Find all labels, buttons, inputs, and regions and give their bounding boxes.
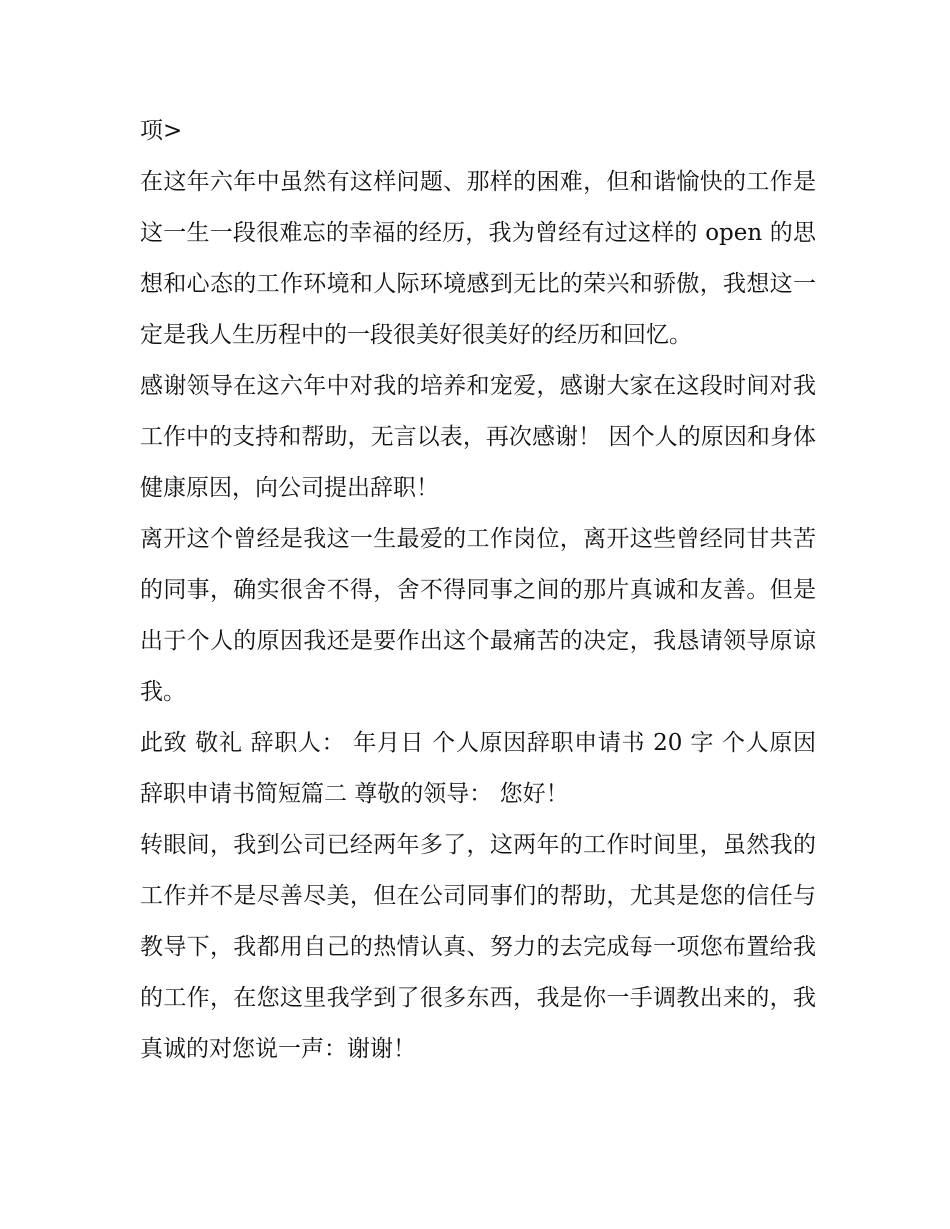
paragraph: 离开这个曾经是我这一生最爱的工作岗位，离开这些曾经同甘共苦的同事，确实很舍不得，舍不得同事之间的那片真诚和友善。但是出于个人的原因我还是要作出这个最痛苦的决定，我恳请领导原谅我。 bbox=[140, 526, 816, 705]
paragraph: 感谢领导在这六年中对我的培养和宠爱，感谢大家在这段时间对我工作中的支持和帮助，无言以表，再次感谢！ 因个人的原因和身体健康原因，向公司提出辞职！ bbox=[140, 373, 816, 501]
paragraph-fragment: 项> bbox=[140, 118, 183, 144]
paragraph: 转眼间，我到公司已经两年多了，这两年的工作时间里，虽然我的工作并不是尽善尽美，但在公司同事们的帮助，尤其是您的信任与教导下，我都用自己的热情认真、努力的去完成每一项您布置给我的工作，在您这里我学到了很多东西，我是你一手调教出来的，我真诚的对您说一声：谢谢！ bbox=[140, 832, 816, 1062]
paragraph: 在这年六年中虽然有这样问题、那样的困难，但和谐愉快的工作是这一生一段很难忘的幸福的经历，我为曾经有过这样的 open 的思想和心态的工作环境和人际环境感到无比的荣兴和骄傲，我想这一定是我人生历程中的一段很美好很美好的经历和回忆。 bbox=[140, 169, 816, 348]
paragraph: 此致 敬礼 辞职人： 年月日 个人原因辞职申请书 20 字 个人原因辞职申请书简短篇二 尊敬的领导： 您好！ bbox=[140, 730, 816, 807]
document-body bbox=[140, 106, 816, 1075]
